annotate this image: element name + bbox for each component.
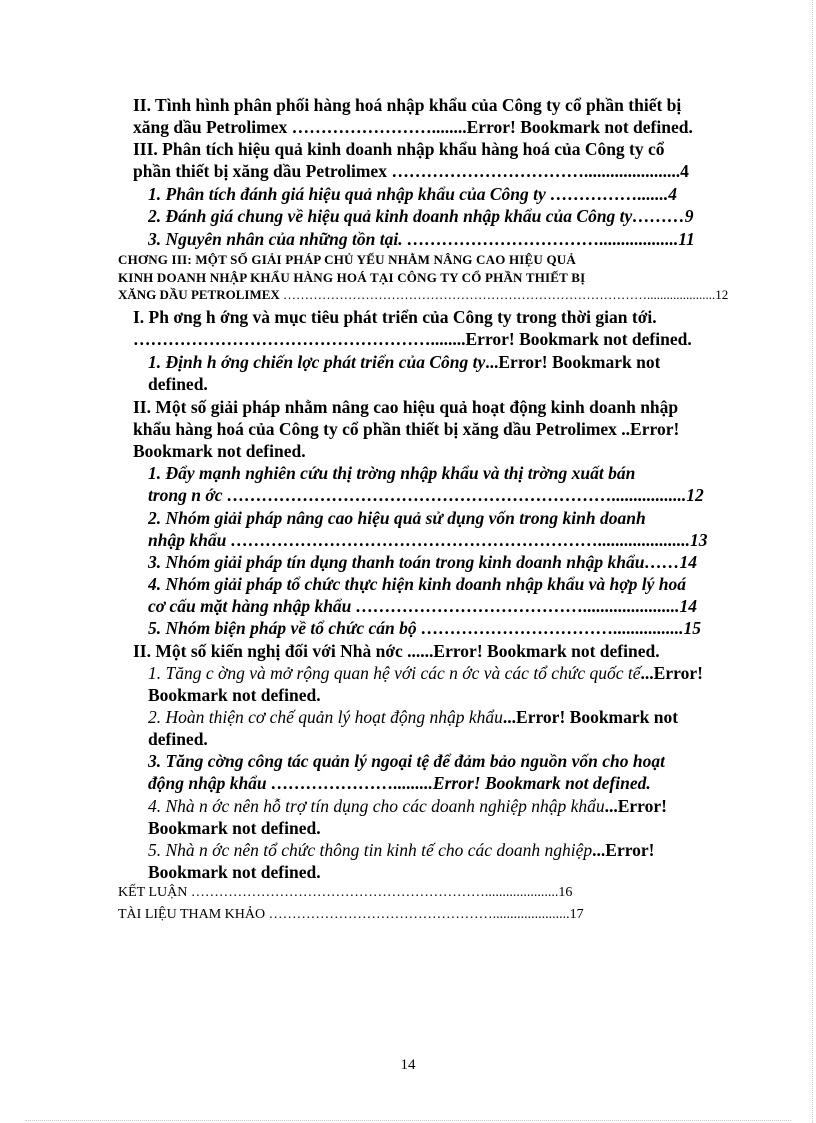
toc-entry-3-1: I. Ph ơng h ớng và mục tiêu phát triển của Công ty trong thời gian tới.	[133, 307, 657, 327]
toc-entry-3-1-cont: ……………………………………………........Error! Bookmark not defined.	[133, 329, 692, 349]
page-edge-divider	[25, 1120, 791, 1121]
toc-entry-3-2-4-cont: cơ cấu mặt hàng nhập khẩu …………………………………......................14	[148, 596, 698, 616]
toc-entry-3-2: II. Một số giải pháp nhằm nâng cao hiệu quả hoạt động kinh doanh nhập	[133, 397, 679, 417]
toc-entry-3-3-1-title: 1. Tăng c ờng và mở rộng quan hệ với các n ớc và các tổ chức quốc tế	[148, 663, 641, 683]
toc-chapter-3-cont: KINH DOANH NHẬP KHẨU HÀNG HOÁ TẠI CÔNG TY CỔ PHẦN THIẾT BỊ	[118, 270, 586, 285]
toc-entry-3-3-4	[148, 795, 667, 817]
toc-entry-3-3-4-error: ...Error!	[604, 796, 667, 816]
toc-entry-2-3: III. Phân tích hiệu quả kinh doanh nhập khẩu hàng hoá của Công ty cổ	[133, 139, 665, 159]
toc-entry-3-3-2	[148, 706, 678, 728]
toc-entry-3-2-5: 5. Nhóm biện pháp về tổ chức cán bộ ……………………………................15	[148, 618, 701, 638]
toc-entry-3-3-5-title: 5. Nhà n ớc nên tổ chức thông tin kinh tế cho các doanh nghiệp	[148, 840, 593, 860]
toc-entry-2-2: II. Tình hình phân phối hàng hoá nhập khẩu của Công ty cổ phần thiết bị	[133, 95, 682, 115]
toc-entry-2-3-1: 1. Phân tích đánh giá hiệu quả nhập khẩu của Công ty …………….......4	[148, 184, 677, 204]
toc-entry-3-3-1-error: ...Error!	[640, 663, 703, 683]
toc-entry-3-2-cont: khẩu hàng hoá của Công ty cổ phần thiết bị xăng dầu Petrolimex ..Error!	[133, 419, 680, 439]
page-side-divider	[812, 0, 813, 1123]
toc-entry-3-3-2-cont: defined.	[148, 729, 208, 749]
toc-entry-3-3-2-error: ...Error! Bookmark not	[502, 707, 679, 727]
toc-entry-3-3-4-title: 4. Nhà n ớc nên hỗ trợ tín dụng cho các doanh nghiệp nhập khẩu	[148, 796, 605, 816]
toc-chapter-3: CHƠNG III: MỘT SỐ GIẢI PHÁP CHỦ YẾU NHẰM NÂNG CAO HIỆU QUẢ	[118, 252, 576, 267]
toc-entry-3-2-2: 2. Nhóm giải pháp nâng cao hiệu quả sử dụng vốn trong kinh doanh	[148, 508, 646, 528]
toc-entry-3-1-1-error: ...Error! Bookmark not	[485, 352, 661, 372]
toc-entry-2-3-2: 2. Đánh giá chung về hiệu quả kinh doanh nhập khẩu của Công ty………9	[148, 206, 694, 226]
toc-entry-3-3: II. Một số kiến nghị đối với Nhà nớc ......Error! Bookmark not defined.	[133, 641, 660, 661]
toc-entry-3-1-1-cont: defined.	[148, 374, 208, 394]
toc-entry-3-1-1	[148, 351, 660, 373]
toc-entry-3-2-1-cont: trong n ớc ………………………………………………………….................12	[148, 485, 704, 505]
toc-entry-3-2-2-cont: nhập khẩu ……………………………………………………….....................13	[148, 530, 708, 550]
toc-references: TÀI LIỆU THAM KHẢO …………………………………………......................17	[118, 907, 584, 922]
toc-entry-3-2-3: 3. Nhóm giải pháp tín dụng thanh toán trong kinh doanh nhập khẩu……14	[148, 552, 698, 572]
toc-chapter-3-leader: ………………………………………………………………………….....................12	[279, 287, 729, 302]
toc-chapter-3-title-end: XĂNG DẦU PETROLIMEX	[118, 287, 280, 302]
toc-entry-3-3-5-error: ...Error!	[592, 840, 655, 860]
toc-conclusion: KẾT LUẬN ……………………………………………………….....................16	[118, 885, 573, 900]
toc-entry-2-3-cont: phần thiết bị xăng dầu Petrolimex ……………………………......................4	[133, 161, 689, 181]
toc-entry-3-3-3-cont: động nhập khẩu ………………….........Error! Bookmark not defined.	[148, 773, 651, 793]
toc-entry-3-2-4: 4. Nhóm giải pháp tổ chức thực hiện kinh doanh nhập khẩu và hợp lý hoá	[148, 574, 686, 594]
page-number: 14	[400, 1057, 416, 1073]
toc-entry-2-2-cont: xăng dầu Petrolimex ……………………........Error! Bookmark not defined.	[133, 117, 693, 137]
toc-entry-2-3-3: 3. Nguyên nhân của những tồn tại. ……………………………..................11	[148, 229, 695, 249]
toc-entry-3-3-5	[148, 839, 655, 861]
toc-entry-3-3-3: 3. Tăng cờng công tác quản lý ngoại tệ để đảm bảo nguồn vốn cho hoạt	[148, 751, 665, 771]
toc-entry-3-3-5-cont: Bookmark not defined.	[148, 862, 321, 882]
toc-entry-3-1-1-title: 1. Định h ớng chiến lợc phát triển của Công ty	[148, 352, 486, 372]
toc-entry-3-2-cont2: Bookmark not defined.	[133, 441, 306, 461]
toc-entry-3-2-1: 1. Đẩy mạnh nghiên cứu thị trờng nhập khẩu và thị trờng xuất bán	[148, 463, 636, 483]
toc-entry-3-3-2-title: 2. Hoàn thiện cơ chế quản lý hoạt động nhập khẩu	[148, 707, 503, 727]
toc-entry-3-3-1	[148, 662, 703, 684]
toc-entry-3-3-4-cont: Bookmark not defined.	[148, 818, 321, 838]
toc-chapter-3-end	[118, 287, 728, 303]
toc-entry-3-3-1-cont: Bookmark not defined.	[148, 685, 321, 705]
